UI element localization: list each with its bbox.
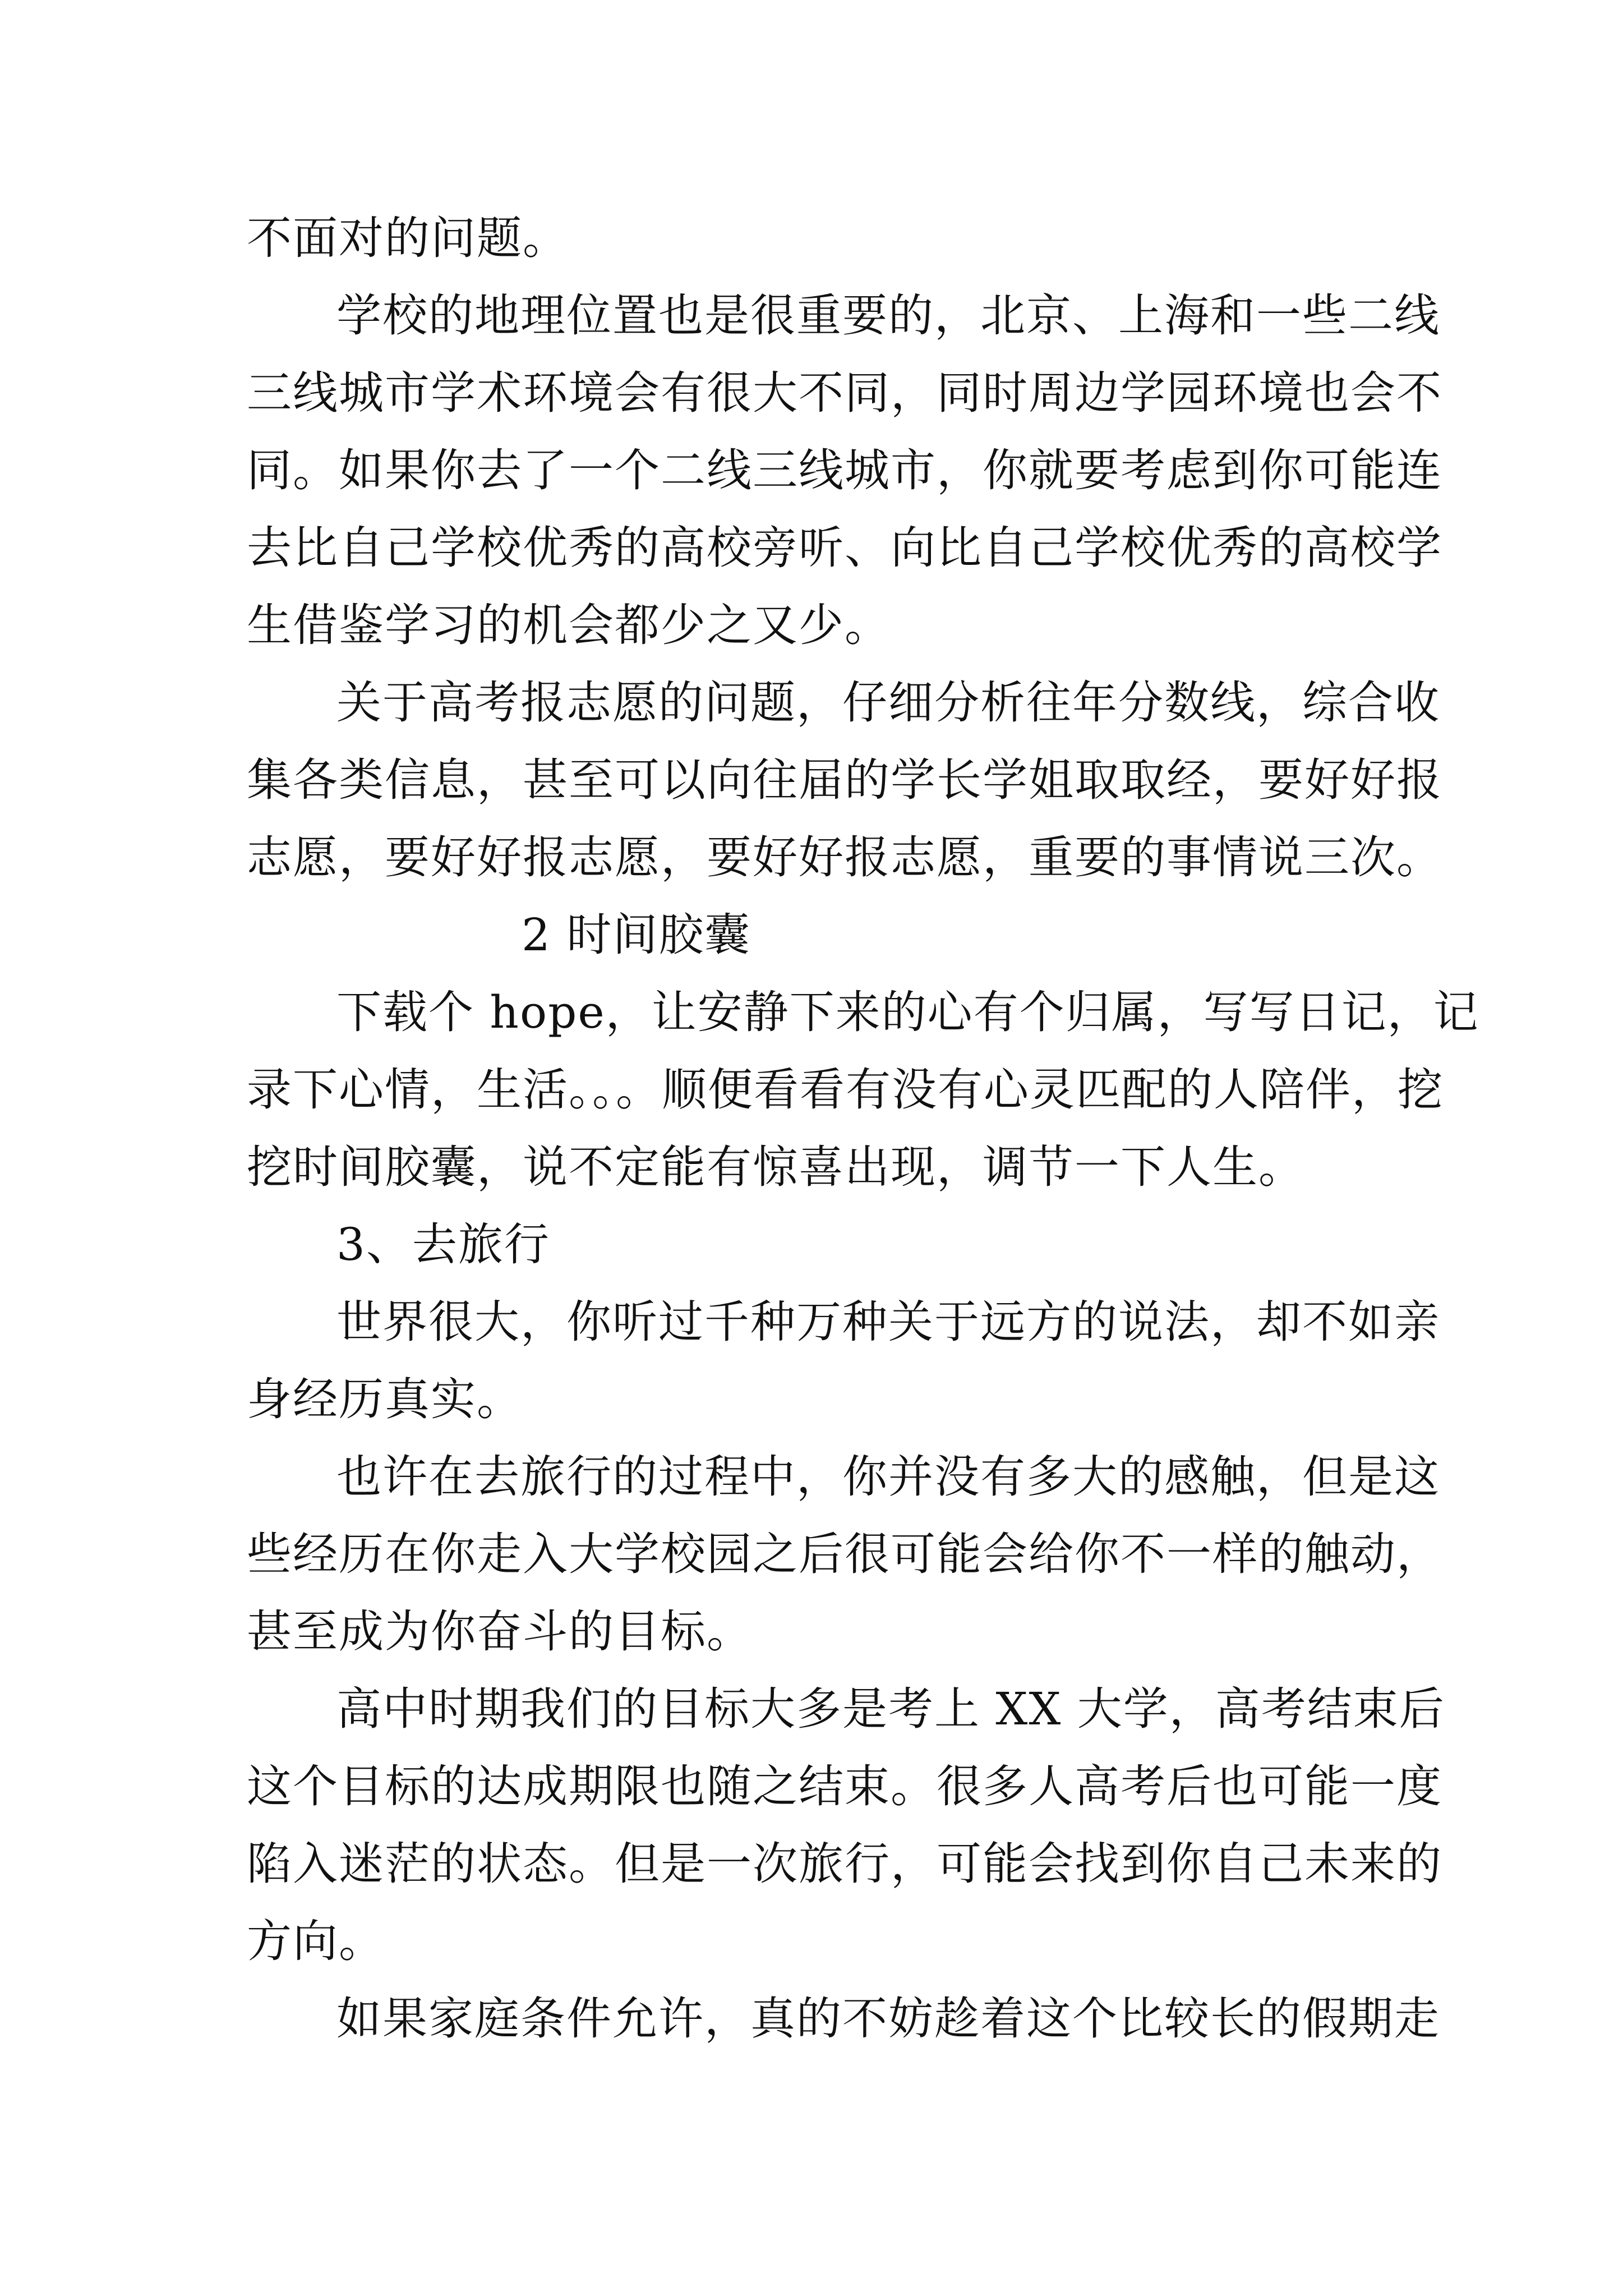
- paragraph-line: 陷入迷茫的状态。但是一次旅行，可能会找到你自己未来的: [247, 1838, 1442, 1890]
- paragraph-line: 下载个 hope，让安静下来的心有个归属，写写日记，记: [336, 986, 1479, 1038]
- paragraph-line: 也许在去旅行的过程中，你并没有多大的感触，但是这: [336, 1451, 1440, 1503]
- paragraph-line: 甚至成为你奋斗的目标。: [247, 1605, 753, 1658]
- paragraph-line: 高中时期我们的目标大多是考上 XX 大学，高考结束后: [336, 1683, 1445, 1735]
- paragraph-line: 世界很大，你听过千种万种关于远方的说法，却不如亲: [336, 1296, 1440, 1348]
- paragraph-line: 些经历在你走入大学校园之后很可能会给你不一样的触动，: [247, 1528, 1442, 1580]
- paragraph-line: 如果家庭条件允许，真的不妨趁着这个比较长的假期走: [336, 1993, 1440, 2045]
- section-heading: 2 时间胶囊: [522, 909, 751, 961]
- paragraph-line: 三线城市学术环境会有很大不同，同时周边学园环境也会不: [247, 367, 1442, 419]
- paragraph-line: 生借鉴学习的机会都少之又少。: [247, 599, 891, 651]
- paragraph-line: 学校的地理位置也是很重要的，北京、上海和一些二线: [336, 289, 1440, 342]
- paragraph-line: 不面对的问题。: [247, 212, 569, 264]
- paragraph-line: 方向。: [247, 1915, 385, 1967]
- paragraph-line: 身经历真实。: [247, 1373, 523, 1425]
- section-heading: 3、去旅行: [336, 1218, 550, 1271]
- paragraph-line: 集各类信息，甚至可以向往届的学长学姐取取经，要好好报: [247, 754, 1442, 806]
- paragraph-line: 去比自己学校优秀的高校旁听、向比自己学校优秀的高校学: [247, 522, 1442, 574]
- paragraph-line: 关于高考报志愿的问题，仔细分析往年分数线，综合收: [336, 677, 1440, 729]
- paragraph-line: 录下心情，生活。。。顺便看看有没有心灵匹配的人陪伴，挖: [247, 1064, 1444, 1116]
- paragraph-line: 这个目标的达成期限也随之结束。很多人高考后也可能一度: [247, 1760, 1442, 1812]
- paragraph-line: 挖时间胶囊，说不定能有惊喜出现，调节一下人生。: [247, 1141, 1304, 1193]
- paragraph-line: 志愿，要好好报志愿，要好好报志愿，重要的事情说三次。: [247, 831, 1442, 884]
- paragraph-line: 同。如果你去了一个二线三线城市，你就要考虑到你可能连: [247, 444, 1442, 496]
